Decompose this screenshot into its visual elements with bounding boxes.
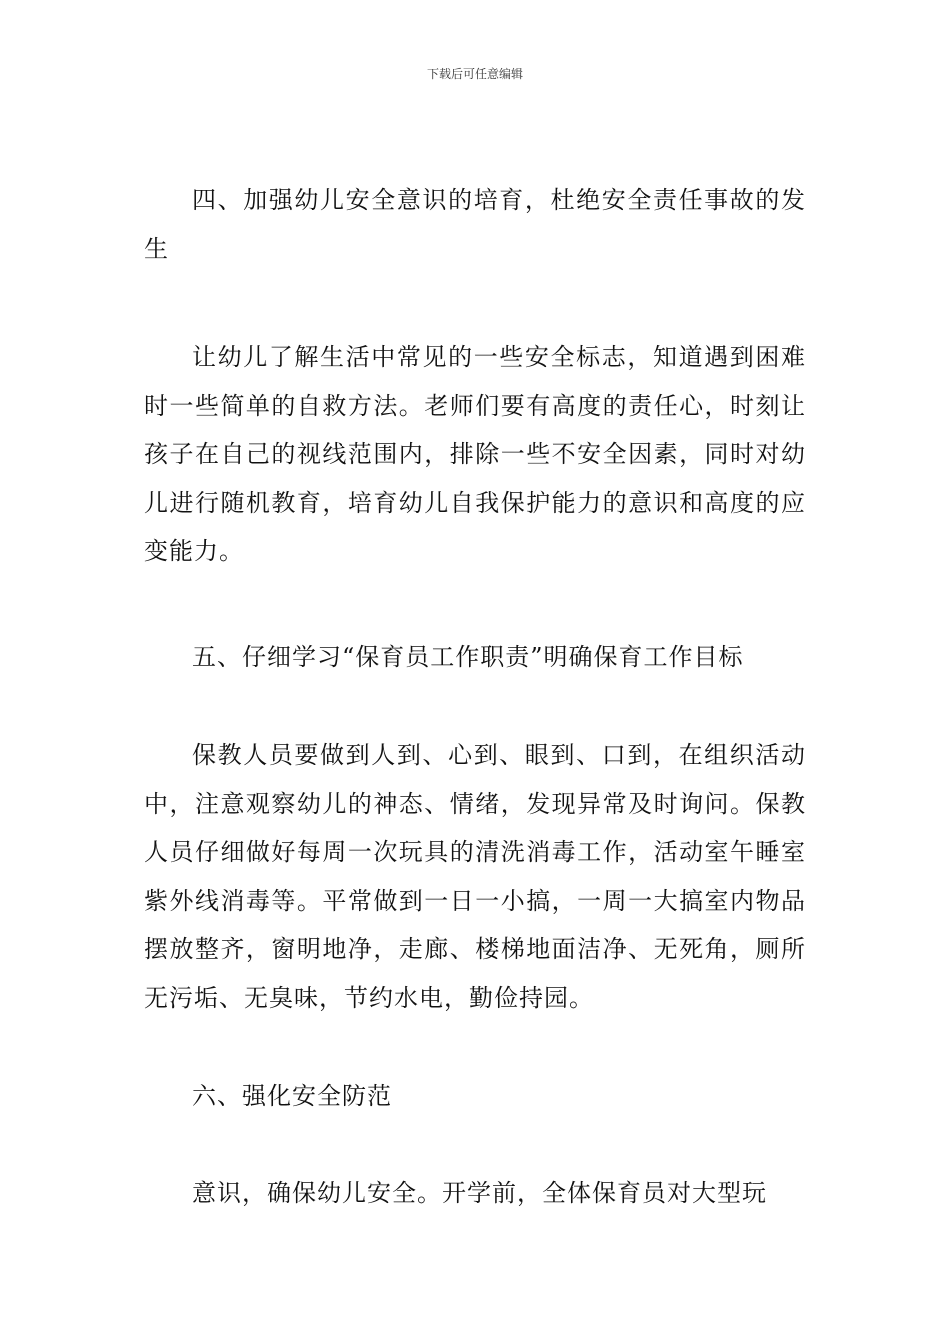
section-6-heading: 六、强化安全防范 <box>192 1082 392 1110</box>
document-body <box>144 176 806 1217</box>
page-header: 下载后可任意编辑 <box>426 67 523 81</box>
section-5-paragraph: 保教人员要做到人到、心到、眼到、口到，在组织活动中，注意观察幼儿的神态、情绪，发现异常及时询问。保教人员仔细做好每周一次玩具的清洗消毒工作，活动室午睡室紫外线消毒等。平常做到一日一小搞，一周一大搞室内物品摆放整齐，窗明地净，走廊、楼梯地面洁净、无死角，厕所无污垢、无臭味，节约水电，勤俭持园。 <box>144 741 806 1012</box>
section-6-paragraph: 意识，确保幼儿安全。开学前，全体保育员对大型玩 <box>192 1178 767 1207</box>
section-4-heading: 四、加强幼儿安全意识的培育，杜绝安全责任事故的发生 <box>144 186 806 263</box>
section-4-paragraph: 让幼儿了解生活中常见的一些安全标志，知道遇到困难时一些简单的自救方法。老师们要有高度的责任心，时刻让孩子在自己的视线范围内，排除一些不安全因素，同时对幼儿进行随机教育，培育幼儿自我保护能力的意识和高度的应变能力。 <box>144 343 806 565</box>
section-5-heading: 五、仔细学习“保育员工作职责”明确保育工作目标 <box>192 642 744 671</box>
